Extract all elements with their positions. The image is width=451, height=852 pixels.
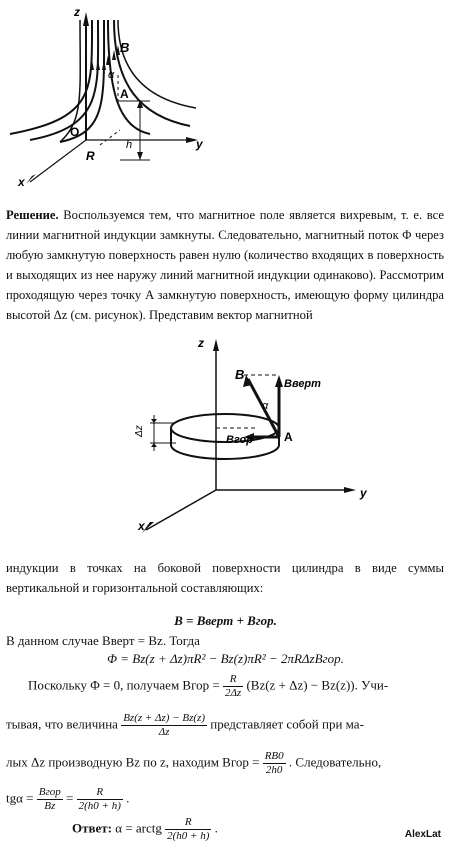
fraction-derivative (121, 712, 207, 739)
fig2-label-z: z (198, 336, 204, 350)
frac-numerator: Bгор (38, 786, 61, 798)
equation-flux: Φ = Bz(z + Δz)πR² − Bz(z)πR² − 2πRΔzBгор. (107, 651, 344, 666)
frac-numerator: R (77, 786, 123, 800)
fraction-bhor-over-bz (37, 786, 63, 813)
equation-line-2: В данном случае Bверт = Bz. Тогда (6, 633, 200, 648)
line3-end: (Bz(z + Δz) − Bz(z)). Учи- (246, 677, 389, 693)
fig1-label-b: B (120, 40, 130, 55)
line6-eq: = (66, 790, 74, 806)
line4-end: представляет собой при ма- (210, 716, 364, 732)
frac-numerator: R (223, 673, 243, 687)
answer-label: Ответ: (72, 820, 113, 836)
fig2-label-a: A (284, 430, 293, 444)
line6-end: . (126, 790, 130, 806)
line5-start: лых Δz производную Bz по z, находим Bгор = (6, 754, 260, 770)
fig2-label-dz: Δz (134, 425, 145, 437)
fig2-label-x: x (138, 519, 145, 533)
fig2-label-b: B (235, 367, 245, 382)
line4-start: тывая, что величина (6, 716, 118, 732)
frac-denominator: 2Δz (224, 687, 242, 699)
frac-numerator: RB0 (264, 750, 284, 762)
fraction-answer (165, 816, 211, 843)
fig1-label-r: R (86, 149, 95, 163)
answer-line (72, 816, 218, 843)
fig1-label-o: O (70, 125, 80, 139)
equation-b-sum: B = Bверт + Bгор. (174, 613, 277, 628)
frac-denominator: Δz (158, 726, 170, 738)
frac-numerator: R (165, 816, 211, 830)
figure-field-lines (0, 0, 451, 200)
solution-intro: Решение. (6, 208, 59, 222)
fig1-label-a: A (120, 87, 129, 101)
fraction-r-over-2h (77, 786, 123, 813)
frac-denominator: 2(h0 + h) (78, 800, 121, 812)
fig2-label-y: y (360, 486, 367, 500)
fig1-label-y: y (196, 137, 203, 151)
fraction-rb0-over-2h0 (263, 750, 286, 777)
frac-denominator: Bz (44, 800, 56, 812)
fig1-label-alpha: α (108, 69, 115, 81)
fraction-r-over-2dz (223, 673, 243, 700)
frac-denominator: 2(h0 + h) (167, 830, 210, 842)
solution-paragraph (6, 205, 444, 325)
answer-end: . (214, 820, 218, 836)
answer-start: α = arctg (115, 820, 162, 836)
fig1-label-x: x (18, 175, 25, 189)
fig2-label-bhor: Bгор (226, 434, 253, 446)
figure-cylinder (0, 325, 451, 540)
continuation-paragraph: индукции в точках на боковой поверхности цилиндра в виде суммы вертикальной и горизонтальной составляющих: (6, 561, 444, 595)
signature: AlexLat (404, 829, 441, 840)
fig2-label-bvert: Bверт (284, 378, 321, 390)
frac-denominator: 2h0 (265, 764, 283, 776)
line5-end: . Следовательно, (288, 754, 382, 770)
frac-numerator: Bz(z + Δz) − Bz(z) (123, 712, 205, 724)
equation-line-4 (6, 712, 364, 739)
line3-start: Поскольку Φ = 0, получаем Bгор = (28, 677, 220, 693)
fig2-label-alpha: α (262, 400, 269, 412)
fig1-label-z: z (74, 5, 80, 19)
line6-start: tgα = (6, 790, 34, 806)
fig1-label-h: h (126, 139, 133, 151)
equation-line-3 (28, 673, 388, 700)
solution-text: Воспользуемся тем, что магнитное поле является вихревым, т. е. все линии магнитной индукции замкнуты. Следовательно, магнитный поток Φ через любую замкнутую поверхность равен нулю (количество входящих в поверхность и выходящих из нее наружу линий магнитной индукции одинаково). Рассмотрим проходящую через точку A замкнутую поверхность, имеющую форму цилиндра высотой Δz (см. рисунок). Представим вектор магнитной (6, 208, 444, 322)
equation-line-6 (6, 786, 129, 813)
equation-line-5 (6, 750, 381, 777)
